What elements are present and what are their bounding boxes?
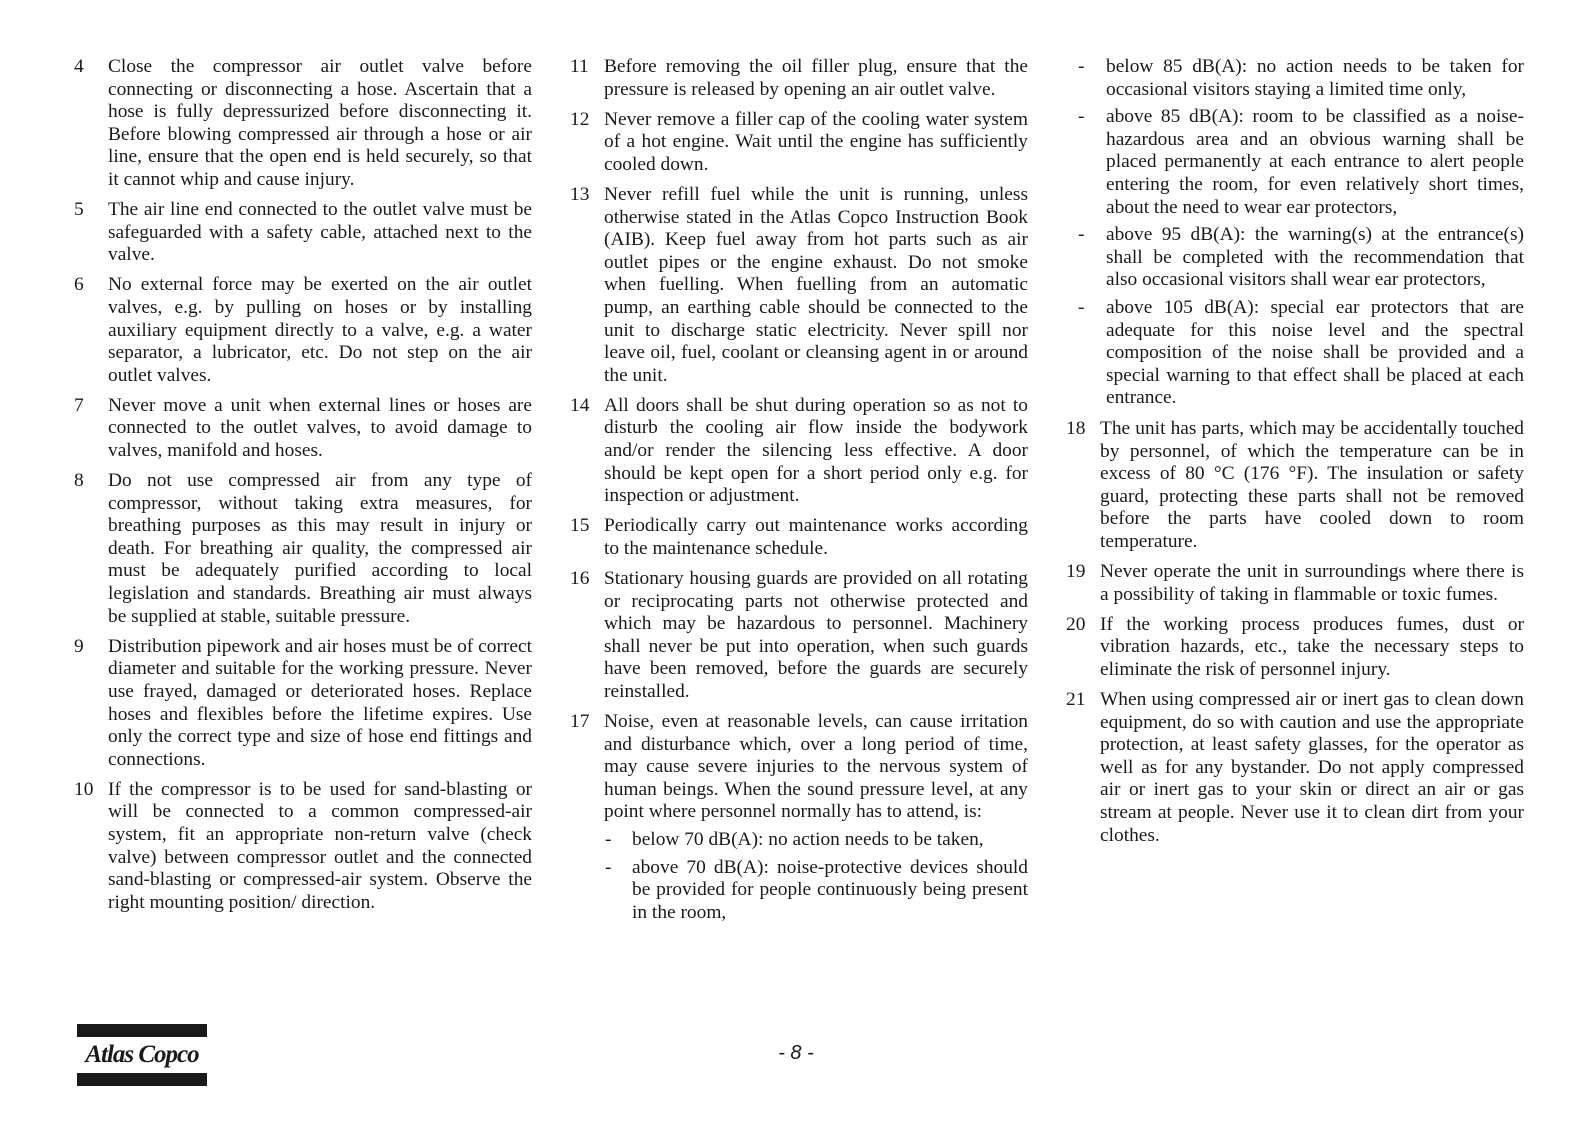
noise-level-text: below 85 dB(A): no action needs to be taken for occasional visitors staying a limited time only, <box>1106 56 1524 100</box>
item-text: Before removing the oil filler plug, ensure that the pressure is released by opening an air outlet valve. <box>604 56 1028 100</box>
list-item <box>74 779 532 915</box>
item-number: 10 <box>74 778 94 800</box>
list-item <box>570 395 1028 508</box>
item-number: 5 <box>74 199 84 221</box>
item-text: Close the compressor air outlet valve before connecting or disconnecting a hose. Ascertain that a hose is fully depressurized before disconnecting it. Before blowing compressed air through a hose or air line, ensure that the open end is held securely, so that it cannot whip and cause injury. <box>108 56 532 190</box>
dash-bullet: - <box>1078 296 1085 318</box>
list-item <box>1066 614 1524 682</box>
list-item <box>570 56 1028 101</box>
item-text: If the compressor is to be used for sand-blasting or will be connected to a common compressed-air system, fit an appropriate non-return valve (check valve) between compressor outlet and the connected sand-blasting or compressed-air system. Observe the right mounting position/ direction. <box>108 778 532 913</box>
item-number: 16 <box>570 567 590 589</box>
item-text: Periodically carry out maintenance works according to the maintenance schedule. <box>604 515 1028 559</box>
list-item <box>74 470 532 628</box>
item-text: Noise, even at reasonable levels, can cause irritation and disturbance which, over a long period of time, may cause severe injuries to the nervous system of human beings. When the sound pressure level, at any point where personnel normally has to attend, is: <box>604 711 1028 823</box>
noise-level-text: above 70 dB(A): noise-protective devices should be provided for people continuously being present in the room, <box>632 856 1028 923</box>
item-number: 8 <box>74 470 84 492</box>
item-text: Never remove a filler cap of the cooling water system of a hot engine. Wait until the engine has sufficiently cooled down. <box>604 108 1028 175</box>
logo-bar-bottom <box>77 1073 207 1086</box>
noise-level-text: above 105 dB(A): special ear protectors that are adequate for this noise level and the spectral composition of the noise shall be provided and a special warning to that effect shall be placed at each entrance. <box>1106 296 1524 409</box>
noise-level-item <box>604 829 1028 852</box>
item-number: 20 <box>1066 613 1086 635</box>
list-item <box>74 56 532 192</box>
item-text: Stationary housing guards are provided on all rotating or reciprocating parts not otherwise protected and which may be hazardous to personnel. Machinery shall never be put into operation, when such guards have been removed, before the guards are securely reinstalled. <box>604 567 1028 702</box>
noise-level-item <box>1066 56 1524 101</box>
atlas-copco-logo <box>77 1024 207 1086</box>
list-item <box>570 568 1028 704</box>
item-number: 19 <box>1066 560 1086 582</box>
dash-bullet: - <box>605 829 612 850</box>
item-text: Never move a unit when external lines or hoses are connected to the outlet valves, to avoid damage to valves, manifold and hoses. <box>108 394 532 461</box>
list-item <box>74 636 532 772</box>
item-text: Distribution pipework and air hoses must be of correct diameter and suitable for the working pressure. Never use frayed, damaged or deteriorated hoses. Replace hoses and flexibles before the lifetime expires. Use only the correct type and size of hose end fittings and connections. <box>108 635 532 770</box>
dash-bullet: - <box>605 856 612 878</box>
item-number: 9 <box>74 635 84 657</box>
item-number: 14 <box>570 394 590 416</box>
item-text: The air line end connected to the outlet valve must be safeguarded with a safety cable, attached next to the valve. <box>108 199 532 266</box>
list-item <box>74 395 532 463</box>
list-item <box>570 711 1028 924</box>
item-text: Never refill fuel while the unit is running, unless otherwise stated in the Atlas Copco Instruction Book (AIB). Keep fuel away from hot parts such as air outlet pipes or the engine exhaust. Do not smoke when fuelling. When fuelling from an automatic pump, an earthing cable should be connected to the unit to discharge static electricity. Never spill nor leave oil, fuel, coolant or cleansing agent in or around the unit. <box>604 183 1028 386</box>
list-item <box>1066 418 1524 554</box>
noise-level-text: below 70 dB(A): no action needs to be taken, <box>632 829 984 850</box>
logo-bar-top <box>77 1024 207 1037</box>
item-text: Do not use compressed air from any type of compressor, without taking extra measures, for breathing purposes as this may result in injury or death. For breathing air quality, the compressed air must be adequately purified according to local legislation and standards. Breathing air must always be supplied at stable, suitable pressure. <box>108 470 532 627</box>
item-text: No external force may be exerted on the air outlet valves, e.g. by pulling on hoses or by installing auxiliary equipment directly to a valve, e.g. a water separator, a lubricator, etc. Do not step on the air outlet valves. <box>108 274 532 386</box>
item-text: Never operate the unit in surroundings where there is a possibility of taking in flammable or toxic fumes. <box>1100 560 1524 605</box>
item-number: 6 <box>74 274 84 296</box>
list-item <box>1066 561 1524 606</box>
item-number: 21 <box>1066 688 1086 710</box>
item-number: 17 <box>570 711 590 733</box>
text-column-3 <box>1066 56 1524 855</box>
item-number: 11 <box>570 56 589 77</box>
dash-bullet: - <box>1078 224 1085 246</box>
list-item <box>74 199 532 267</box>
noise-level-item <box>1066 106 1524 219</box>
logo-wordmark: Atlas Copco <box>85 1041 199 1068</box>
noise-level-item <box>1066 297 1524 410</box>
item-text: When using compressed air or inert gas to clean down equipment, do so with caution and use the appropriate protection, at least safety glasses, for the operator as well as for any bystander. Do not apply compressed air or inert gas to your skin or direct an air or gas stream at people. Never use it to clean dirt from your clothes. <box>1100 688 1524 846</box>
item-text: All doors shall be shut during operation so as not to disturb the cooling air flow inside the bodywork and/or render the silencing less effective. A door should be kept open for a short period only e.g. for inspection or adjustment. <box>604 394 1028 507</box>
dash-bullet: - <box>1078 106 1085 128</box>
item-text: If the working process produces fumes, dust or vibration hazards, etc., take the necessary steps to eliminate the risk of personnel injury. <box>1100 613 1524 680</box>
item-number: 13 <box>570 183 590 205</box>
item-number: 4 <box>74 56 84 77</box>
page-number: - 8 - <box>778 1042 814 1064</box>
noise-level-item <box>604 857 1028 925</box>
noise-level-item <box>1066 224 1524 292</box>
item-number: 7 <box>74 394 84 416</box>
noise-level-text: above 85 dB(A): room to be classified as a noise-hazardous area and an obvious warning shall be placed permanently at each entrance to alert people entering the room, for even relatively short times, about the need to wear ear protectors, <box>1106 106 1524 218</box>
dash-bullet: - <box>1078 56 1085 77</box>
noise-level-text: above 95 dB(A): the warning(s) at the entrance(s) shall be completed with the recommendation that also occasional visitors shall wear ear protectors, <box>1106 224 1524 291</box>
text-column-2 <box>570 56 1028 932</box>
list-item <box>570 515 1028 560</box>
text-column-1 <box>74 56 532 922</box>
item-number: 15 <box>570 515 590 537</box>
list-item <box>570 109 1028 177</box>
noise-level-list <box>604 829 1028 924</box>
list-item <box>570 184 1028 387</box>
list-item <box>1066 689 1524 847</box>
list-item <box>74 274 532 387</box>
item-number: 12 <box>570 108 590 130</box>
item-text: The unit has parts, which may be accidentally touched by personnel, of which the temperature can be in excess of 80 °C (176 °F). The insulation or safety guard, protecting these parts shall not be removed before the parts have cooled down to room temperature. <box>1100 417 1524 552</box>
item-number: 18 <box>1066 417 1086 439</box>
